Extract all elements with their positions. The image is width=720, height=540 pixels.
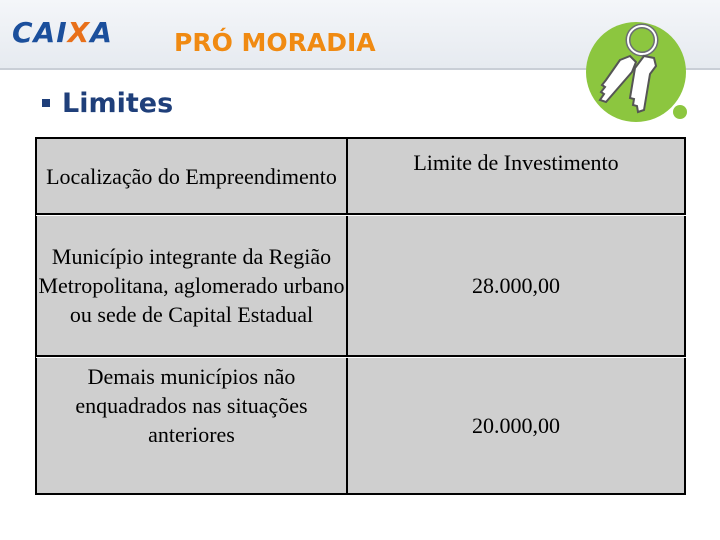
table-border-right: [684, 137, 686, 495]
table-cell-location: Demais municípios não enquadrados nas situações anteriores: [36, 356, 347, 494]
table-header-limit: Limite de Investimento: [347, 138, 685, 214]
table-header-location: Localização do Empreendimento: [36, 138, 347, 214]
table-row-divider-highlight: [36, 215, 686, 216]
table-cell-limit: 20.000,00: [347, 356, 685, 494]
table-border-top: [36, 137, 686, 139]
table-cell-limit: 28.000,00: [347, 214, 685, 356]
table-cell-location: Município integrante da Região Metropolitana, aglomerado urbano ou sede de Capital Estadual: [36, 214, 347, 356]
table-row-divider-highlight: [36, 357, 686, 358]
keys-icon: [578, 16, 690, 128]
page-title: PRÓ MORADIA: [174, 28, 376, 57]
square-bullet-icon: [42, 99, 50, 107]
table-border-bottom: [36, 493, 686, 495]
table-column-divider: [346, 137, 348, 495]
section-heading: Limites: [62, 88, 174, 119]
table-border-left: [35, 137, 37, 495]
caixa-logo: CAIXA: [12, 16, 113, 49]
